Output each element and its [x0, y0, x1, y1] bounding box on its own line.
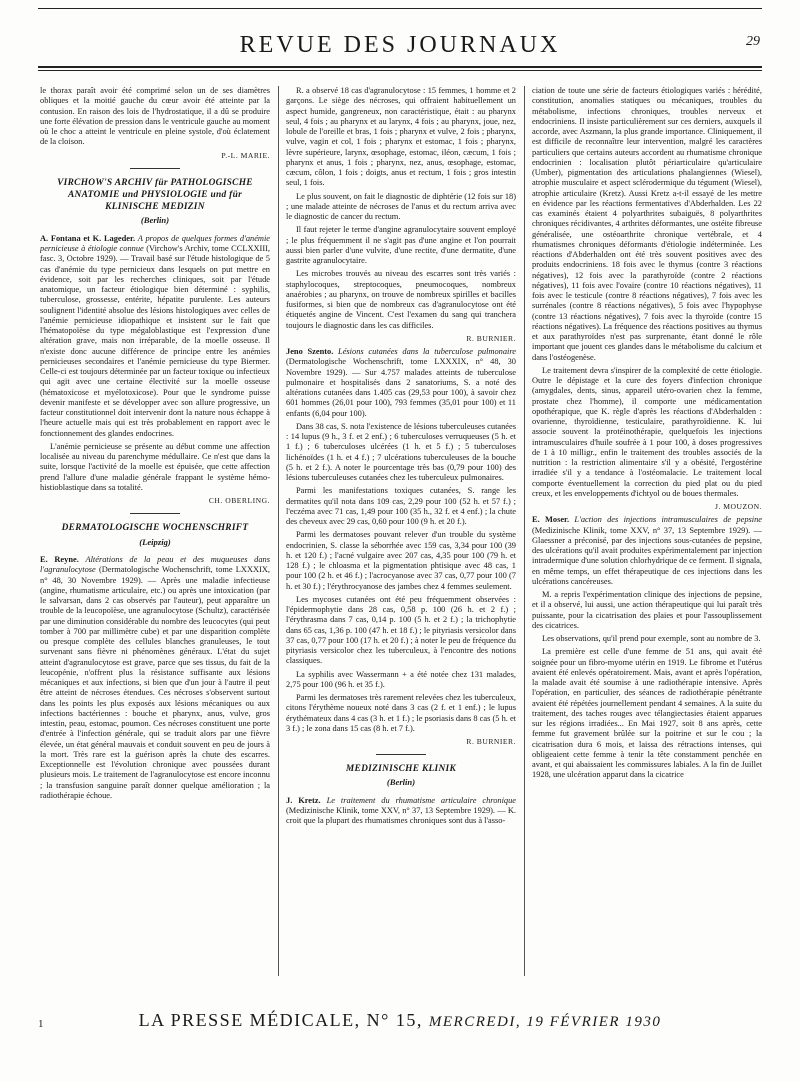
paragraph: Le plus souvent, on fait le diagnostic de diphtérie (12 fois sur 18) ; une malade atteinte de nécroses de l'anus et du rectum arriva avec le diagnostic de cancer du rectum.: [286, 191, 516, 221]
article-text: (Dermatologische Wochenschrift, tome LXXXIX, n° 48, 30 Novembre 1929). — Sur 4.757 malades atteints de tuberculose pulmonaire et hospitalisés dans 2 sanatoriums, S. a noté des altérations cutanées dans 1.405 cas (29,53 pour 100), à savoir chez 601 hommes (26,01 pour 100), 793 femmes (35,01 pour 100) et 11 enfants (6,04 pour 100).: [286, 357, 516, 418]
header-rule-thin: [38, 70, 762, 71]
article-lead: [532, 515, 762, 587]
article-author: E. Reyne.: [40, 555, 79, 565]
column-3: [532, 86, 762, 986]
paragraph: Il faut rejeter le terme d'angine agranulocytaire souvent employé ; le plus fréquemment il ne s'agit pas d'une angine et l'on pourrait aussi bien parler d'une vulvite, d'une rectite, d'une dermatite, d'une gastrite agranulocytaire.: [286, 225, 516, 265]
paragraph: Les microbes trouvés au niveau des escarres sont très variés : staphylocoques, streptocoques, pneumocoques, nombreux anaérobies ; au pharynx, on trouve de nombreux spirilles et bacilles fusiformes, si bien que de nombreux cas d'agranulocytose ont été étiquetés angine de Vincent. C'est l'examen du sang qui tranchera toujours le diagnostic dans les cas difficiles.: [286, 269, 516, 330]
publication-date: MERCREDI, 19 FÉVRIER 1930: [428, 1014, 662, 1030]
article-text: (Dermatologische Wochenschrift, tome LXXXIX, n° 48, 30 Novembre 1929). — Après une maladie infectieuse (angine, rhumatisme articulaire, etc.) ou après une intoxication (par le salvarsan, dans 2 cas observés par l'auteur), peut apparaître un trouble de la leucopoïèse, une agranulocytose (Schultz), caractérisée par une diminution considérable du nombre des leucocytes (qui peut tomber à 700 par millimètre cube) et par une disparition complète ou presque complète des cellules blanches granuleuses, le tout survenant sans fièvre ni phénomènes généraux. L'état du sujet atteint d'agranulocytose est grave, parce que ses tissus, du fait de la leucopénie, n'offrent plus la résistance suffisante aux lésions mécaniques et aux infections, si bien que d'un jour à l'autre il peut être atteint de nécroses étendues. Ces nécroses s'observent surtout dans les points les plus exposés aux lésions mécaniques ou aux infections bactériennes : bouche et pharynx, anus, vulve, gros intestin, peau, estomac, poumon. Ces nécroses constituent une porte d'entrée à l'infection générale, qui se traduit alors par une fièvre élevée, un état général mauvais et conduit souvent en peu de jours à la mort. Très rare est la guérison après la chute des escarres. Exceptionnelle est l'évolution chronique avec poussées durant plusieurs mois. Le traitement de l'agranulocytose est encore inconnu ; la transfusion sanguine paraît donner quelque amélioration ; la radiothérapie échoue.: [40, 565, 270, 800]
article-lead: [40, 555, 270, 801]
paragraph: Parmi les dermatoses pouvant relever d'un trouble du système endocrinien, S. classe la séborrhée avec 159 cas, 3,34 pour 100 (39 h. et 120 f.) ; l'acné vulgaire avec 207 cas, 4,35 pour 100 (79 h. et 128 f.) ; le chloasma et la pigmentation phtisique avec 48 cas, 1 pour 100 (2 h. et 46 f.) ; l'acrocyanose avec 37 cas, 0,77 pour 100 (7 h. et 30 f.) ; l'érythrocyanose des jambes chez 4 femmes seulement.: [286, 530, 516, 591]
journal-city: (Leipzig): [139, 536, 171, 547]
paragraph: L'anémie pernicieuse se présente au début comme une affection localisée au niveau du parenchyme médullaire. Ce n'est que dans la suite, lorsque l'activité de la moelle est épuisée, que cette affection prend l'allure d'une maladie générale frappant le système hémo-histioblastique dans sa totalité.: [40, 441, 270, 492]
signature: CH. OBERLING.: [208, 496, 270, 506]
paragraph: La première est celle d'une femme de 51 ans, qui avait été soignée pour un fibro-myome utérin en 1919. Le fibrome et l'utérus avaient été enlevés opératoirement. Mais, avant et après l'opération, la malade avait été soumise à une radiothérapie intensive. Après l'opération, en particulier, des séances de radiothérapie pénétrante avaient été répétées journellement pendant 4 semaines. A la suite du traitement, des taches rouges avec télangiectasies étaient apparues sur les régions irradiées... En Mai 1927, soit 8 ans après, cette femme fut gravement brûlée sur la poitrine et sur le cou ; la cicatrisation dura 6 mois, et laissa des rétractions intenses, qui obligeaient cette femme à tenir la tête constamment penchée en avant, et qui abaissaient les commissures labiales. A la fin de Juillet 1928, une ulcération apparut dans la cicatrice: [532, 647, 762, 780]
article-title: Lésions cutanées dans la tuberculose pulmonaire: [338, 347, 516, 356]
running-title: REVUE DES JOURNAUX: [239, 32, 561, 58]
paragraph: Les observations, qu'il prend pour exemple, sont au nombre de 3.: [542, 634, 761, 643]
article-text: (Virchow's Archiv, tome CCLXXIII, fasc. 3, Octobre 1929). — Travail basé sur l'étude histologique de 5 cas d'anémie du type pernicieux dans lesquels on put mettre en évidence, soit par les recherches cliniques, soit par l'étude anatomique, un facteur étiologique bien déterminé : syphilis, tuberculose, grossesse, entérite, hépatite purulente. Les auteurs soulignent l'identité absolue des lésions histologiques avec celles de l'anémie pernicieuse idiopathique et insistent sur le fait que l'hématopoïèse du type mégaloblastique est l'expression d'une altération grave, mais non irréparable, de la moelle osseuse. Il n'existe donc aucune différence de principe entre les anémies pernicieuses secondaires et l'anémie pernicieuse du type Biermer. Celle-ci est toujours déterminée par un facteur toxique ou infectieux qui agit avec une certaine électivité sur la moelle osseuse (hématoxicose et myélotoxicose). Pour que le syndrome puisse devenir manifeste et se développer avec son allure progressive, un facteur constitutionnel doit intervenir dont la nature nous échappe à l'heure actuelle mais qui est très probablement en rapport avec le fonctionnement des glandes endocrines.: [40, 244, 270, 438]
journal-city: (Berlin): [386, 777, 416, 788]
article-author: J. Kretz.: [286, 795, 321, 805]
article-author: Jeno Szento.: [286, 347, 334, 356]
footer-page-number: 1: [38, 1018, 44, 1030]
column-1: [40, 86, 270, 986]
paragraph: M. a repris l'expérimentation clinique des injections de pepsine, et il a observé, lui aussi, une action thérapeutique qui lui paraît très puissante, pour la cicatrisation des plaies et pour l'assouplissement des cicatrices.: [532, 590, 762, 630]
journal-city: (Berlin): [140, 215, 170, 226]
article-title: L'action des injections intramusculaires de pepsine: [574, 515, 762, 525]
section-divider: [130, 168, 180, 169]
paragraph: ciation de toute une série de facteurs étiologiques variés : hérédité, constitution, anomalies statiques ou mécaniques, troubles du métabolisme, infections chroniques, troubles nerveux et endocriniens. Il insiste particulièrement sur ces derniers, auxquels il accorde, avec Aszmann, la plus grande importance. Cliniquement, il est difficile de reconnaître leur intervention, malgré les caractères particuliers que certains auteurs accordent au rhumatisme chronique endocrinien : localisation plutôt périarticulaire qu'articulaire (Umber), pigmentation des articulations phalangiennes (Wiesel), atrophie musculaire et aspect sclérodermique du tégument (Wiesel), atrophie articulaire (Kretz). Aussi Kretz a-t-il essayé de les mettre en évidence par les réactions fermentatives d'Abderhalden. Les 22 cas examinés étaient 4 polyarthrites subaiguës, 8 polyarthrites chroniques récidivantes, 4 arthrites déformantes, une ostéite fibreuse généralisée, une ostéoarthrite chronique vertébrale, et 4 rhumatismes chroniques déformants d'étiologie indéterminée. Les réactions d'Abderhalden ont été très souvent positives avec des produits endocriniens. 18 fois avec le thymus (contre 3 réactions négatives), 12 fois avec la parathyroïde (contre 2 réactions négatives), 11 fois avec l'ovaire (contre 10 réactions négatives), 11 fois avec le testicule (contre 8 réactions négatives), 7 fois avec les surrénales (contre 8 réactions négatives), 5 fois avec l'hypophyse (contre 13 réactions négatives), 7 fois avec la thyroïde (contre 15 réactions négatives). La fréquence des réactions positives au thymus et aux parathyroïdes n'est pas surprenante, étant donné le rôle important que jouent ces glandes dans le métabolisme du calcium et dans l'ostéogenèse.: [532, 86, 762, 362]
paragraph: Les mycoses cutanées ont été peu fréquemment observées : l'épidermophytie dans 28 cas, 0,58 p. 100 (26 h. et 2 f.) ; l'érythrasma dans 7 cas, 0,14 p. 100 (5 h. et 2 f.) ; la trichophytie dans 65 cas, 1,36 p. 100 (47 h. et 18 f.) ; le pityriasis versicolor dans 37 cas, 0,77 pour 100 (17 h. et 20 f.) ; à noter le peu de fréquence du pityriasis versicolor chez les tuberculeux, à l'encontre des notions classiques.: [286, 594, 516, 666]
paragraph: R. a observé 18 cas d'agranulocytose : 15 femmes, 1 homme et 2 garçons. Le siège des nécroses, qui offraient habituellement un aspect humide, gangreneux, non caractéristique, était : au pharynx seul, 4 fois ; au pharynx et au larynx, 4 fois ; au pharynx, joue, nez, lobule de l'oreille et bras, 1 fois ; pharynx et vulve, 2 fois ; pharynx, vulve, vagin et col, 1 fois ; pharynx et estomac, 1 fois ; pharynx, lèvre supérieure, larynx, œsophage, estomac, iléon, cæcum, 1 fois ; pharynx et anus, 1 fois ; pharynx, nez, anus, œsophage, estomac, cæcum, côlon, 1 fois ; doigts, anus et rectum, 1 fois ; gros intestin seul, 1 fois.: [286, 86, 516, 188]
paragraph: le thorax paraît avoir été comprimé selon un de ses diamètres obliques et la moitié gauche du cœur avoir été atteinte par la contusion. En raison des lois de l'hydrostatique, il a dû se produire une forte élévation de pression dans le ventricule gauche au moment où le choc a atteint le ventricule en pleine systole, d'où éclatement de la cloison.: [40, 86, 270, 147]
paragraph: Dans 38 cas, S. nota l'existence de lésions tuberculeuses cutanées : 14 lupus (9 h., 3 f. et 2 enf.) ; 6 tuberculoses verruqueuses (5 h. et 1 f.) ; 6 tuberculoses ulcérées (1 h. et 5 f.) ; 5 tuberculoses lichénoïdes (1 h. et 4 f.) ; 7 ulcérations tuberculeuses de la bouche (5 h. et 2 f.). A noter le pourcentage très bas (0,79 pour 100) des lésions tuberculeuses cutanées chez les tuberculeux pulmonaires.: [286, 421, 516, 482]
paragraph: Parmi les dermatoses très rarement relevées chez les tuberculeux, citons l'érythème noueux noté dans 3 cas (2 f. et 1 enf.) ; le lupus érythémateux dans 4 cas (3 h. et 1 f.) ; le psoriasis dans 8 cas (5 h. et 3 f.) ; le zona dans 15 cas (8 h. et 7 f.).: [286, 693, 516, 733]
page-number: 29: [746, 34, 760, 49]
article-lead: [40, 234, 270, 439]
article-lead: [286, 347, 516, 419]
page-header: [38, 28, 762, 64]
column-divider: [278, 86, 279, 976]
column-divider: [524, 86, 525, 976]
signature: J. MOUZON.: [715, 502, 762, 511]
header-rule: [38, 66, 762, 68]
article-title: Le traitement du rhumatisme articulaire chronique: [326, 795, 516, 805]
page-footer: [38, 1008, 762, 1038]
column-2: [286, 86, 516, 986]
article-lead: [286, 796, 516, 827]
article-author: A. Fontana et K. Lageder.: [40, 233, 136, 243]
article-author: E. Moser.: [532, 515, 570, 525]
article-title: Altérations de la peau et des muqueuses dans l'agranulocytose: [40, 555, 270, 575]
section-divider: [130, 513, 180, 514]
paragraph: La syphilis avec Wassermann + a été notée chez 131 malades, 2,75 pour 100 (96 h. et 35 f.).: [286, 669, 516, 689]
journal-heading: DERMATOLOGISCHE WOCHENSCHRIFT: [61, 523, 249, 534]
paragraph: Parmi les manifestations toxiques cutanées, S. range les dermatites qu'il nota dans 109 cas, 2,29 pour 100 (52 h. et 57 f.) ; l'eczéma avec 71 cas, 1,49 pour 100 (35 h., 32 f. et 4 enf.) ; la chute des cheveux avec 29 cas, 0,60 pour 100 (9 h. et 20 f.).: [286, 486, 516, 526]
section-divider: [376, 754, 426, 755]
signature: P.-L. MARIE.: [221, 150, 270, 160]
signature: R. BURNIER.: [466, 333, 516, 343]
top-rule: [38, 8, 762, 9]
paragraph: Le traitement devra s'inspirer de la complexité de cette étiologie. Outre le dépistage et la cure des foyers d'infection chronique (amygdales, dents, sinus, appareil utéro-ovarien chez la femme, prostate chez l'homme), il comporte une médicamentation opothérapique, que K. règle d'après les réactions d'Abderhalden : ovarienne, thyroïdienne, testiculaire, parathyroïdienne. K. lui associe souvent la protéinothérapie, quelquefois les injections intramusculaires d'huile soufrée à 1 pour 100, à doses progressives de 1 à 10 milligr., enfin le traitement des troubles associés de la nutrition : la restriction alimentaire s'il y a obésité, l'ergostérine irradiée s'il y a tendance à l'ostéomalacie. Le traitement local comporte éventuellement la correction du pied plat ou du pied creux, et les enveloppements d'ichtyol ou de boues thermales.: [532, 365, 762, 498]
article-text: (Medizinische Klinik, tome XXV, n° 37, 13 Septembre 1929). — K. croit que la plupart des rhumatismes chroniques sont dus à l'asso-: [286, 806, 516, 826]
journal-heading: VIRCHOW'S ARCHIV für PATHOLOGISCHE ANATOMIE und PHYSIOLOGIE und für KLINISCHE MEDIZIN: [57, 177, 253, 213]
article-columns: [40, 86, 762, 986]
publication-name: LA PRESSE MÉDICALE, N° 15,: [138, 1010, 423, 1030]
publication-line: [38, 1010, 762, 1031]
article-title: A propos de quelques formes d'anémie pernicieuse à étiologie connue: [40, 233, 270, 254]
signature: R. BURNIER.: [466, 737, 516, 746]
journal-heading: MEDIZINISCHE KLINIK: [345, 764, 457, 775]
article-text: (Medizinische Klinik, tome XXV, n° 37, 13 Septembre 1929). — Glaessner a préconisé, par des injections sous-cutanées de pepsine, des ulcérations qu'il avait produites expérimentalement par injection intradermique d'une solution chlorhydrique de ce ferment. Il signala, en même temps, un effet thérapeutique de ces injections dans les ulcérations cancéreuses.: [532, 525, 762, 586]
